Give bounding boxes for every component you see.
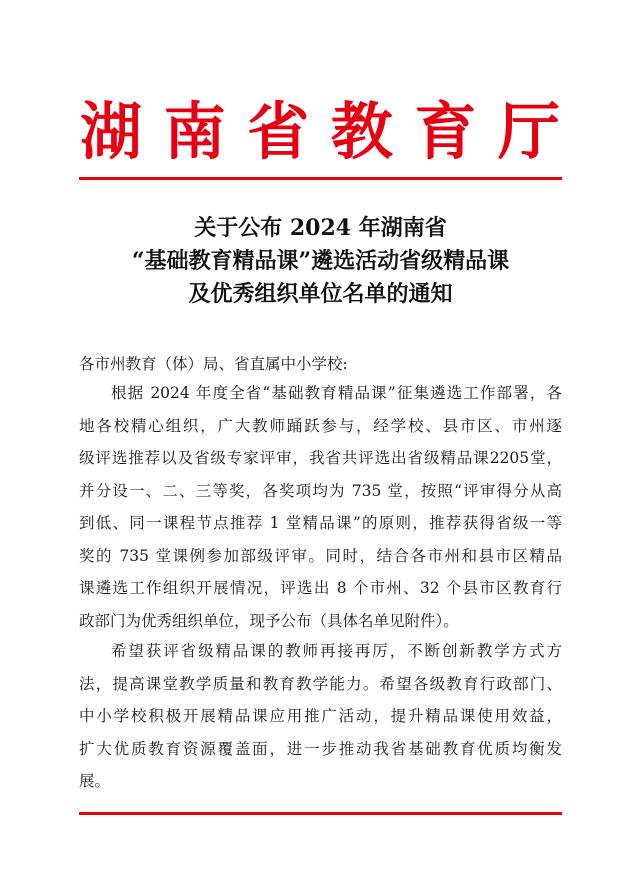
letterhead-char: 教 (330, 95, 393, 168)
letterhead-char: 湖 (80, 95, 143, 168)
text-line: 课遴选工作组织开展情况，评选出 8 个市州、32 个县市区教育行 (79, 579, 562, 597)
letterhead-char: 育 (414, 95, 477, 168)
body-paragraph (79, 635, 562, 798)
text-line: 地各校精心组织，广大教师踊跃参与，经学校、县市区、市州逐 (79, 416, 562, 435)
text-line: 扩大优质教育资源覆盖面，进一步推动我省基础教育优质均衡发 (79, 739, 562, 758)
text-line: 奖的 735 堂课例参加部级评审。同时，结合各市州和县市区精品 (79, 546, 562, 565)
letterhead-char: 厅 (497, 95, 560, 168)
footer-divider (79, 812, 562, 815)
letterhead-char: 南 (163, 95, 226, 168)
text-line: 展。 (79, 772, 111, 790)
title-line: 及优秀组织单位名单的通知 (188, 281, 453, 307)
letterhead-char: 省 (247, 95, 310, 168)
letterhead-divider (79, 177, 562, 180)
text-line: 政部门为优秀组织单位，现予公布（具体名单见附件）。 (79, 611, 459, 630)
text-line: 希望获评省级精品课的教师再接再厉，不断创新教学方式方 (111, 642, 562, 660)
text-line: 到低、同一课程节点推荐 1 堂精品课”的原则，推荐获得省级一等 (79, 514, 562, 532)
body-paragraph (79, 377, 562, 637)
text-line: 根据 2024 年度全省“基础教育精品课”征集遴选工作部署，各 (111, 384, 562, 402)
text-line: 并分设一、二、三等奖，各奖项均为 735 堂，按照“评审得分从高 (79, 481, 562, 500)
text-line: 级评选推荐以及省级专家评审，我省共评选出省级精品课2205堂， (79, 449, 562, 467)
document-title (79, 212, 562, 311)
title-line: 关于公布 2024 年湖南省 (194, 215, 447, 241)
salutation: 各市州教育（体）局、省直属中小学校: (79, 355, 348, 373)
title-line: “基础教育精品课”遴选活动省级精品课 (131, 248, 510, 274)
text-line: 中小学校积极开展精品课应用推广活动，提升精品课使用效益， (79, 707, 562, 725)
letterhead (80, 92, 560, 172)
text-line: 法，提高课堂教学质量和教育教学能力。希望各级教育行政部门、 (79, 674, 562, 693)
